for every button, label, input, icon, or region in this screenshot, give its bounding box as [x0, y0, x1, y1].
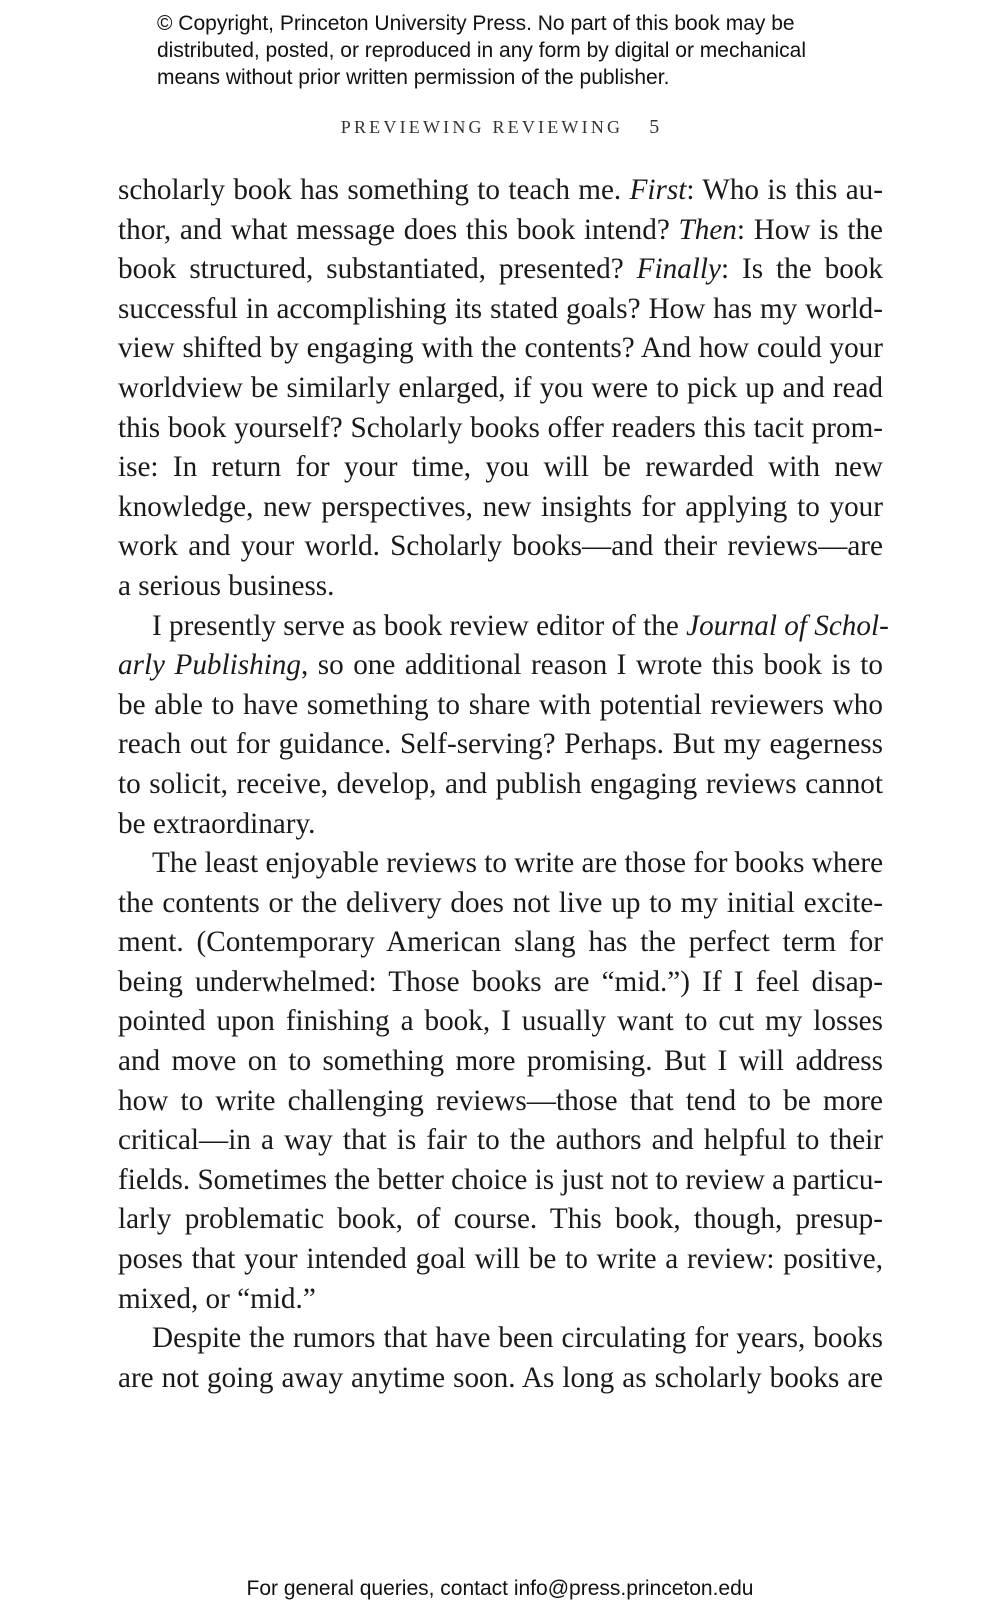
text-line: successful in accomplishing its stated goals? How has my world- — [118, 292, 883, 325]
text-line: and move on to something more promising. But I will address — [118, 1045, 883, 1078]
copyright-line: distributed, posted, or reproduced in any form by digital or mechanical — [157, 39, 807, 62]
text-line: mixed, or “mid.” — [118, 1282, 316, 1315]
text-line: thor, and what message does this book intend? Then: How is the — [118, 213, 883, 246]
italic-text: arly Publishing — [118, 649, 301, 682]
text-line: the contents or the delivery does not live up to my initial excite- — [118, 886, 883, 919]
italic-text: First — [629, 174, 687, 206]
text-line: fields. Sometimes the better choice is just not to review a particu- — [118, 1163, 884, 1196]
text-line: poses that your intended goal will be to write a review: positive, — [118, 1243, 883, 1276]
italic-text: Then — [678, 213, 737, 246]
text-line: view shifted by engaging with the contents? And how could your — [118, 332, 883, 365]
text-line: ise: In return for your time, you will be rewarded with new — [118, 451, 883, 484]
text-line: The least enjoyable reviews to write are those for books where — [152, 847, 884, 880]
text-line: knowledge, new perspectives, new insights for applying to your — [118, 490, 883, 523]
text-line: ment. (Contemporary American slang has the perfect term for — [118, 926, 883, 959]
text-line: arly Publishing, so one additional reason I wrote this book is to — [118, 649, 883, 682]
text-line: work and your world. Scholarly books—and their reviews—are — [118, 530, 883, 563]
text-line: I presently serve as book review editor of the Journal of Schol- — [152, 609, 889, 642]
text-line: Despite the rumors that have been circulating for years, books — [152, 1322, 883, 1355]
text-line: book structured, substantiated, presented? Finally: Is the book — [118, 253, 883, 286]
italic-text: Finally — [636, 253, 721, 286]
text-line: this book yourself? Scholarly books offer readers this tacit prom- — [118, 411, 883, 444]
text-line: be extraordinary. — [118, 807, 316, 840]
text-line: being underwhelmed: Those books are “mid.”) If I feel disap- — [118, 965, 883, 998]
text-line: how to write challenging reviews—those that tend to be more — [118, 1084, 883, 1117]
copyright-notice — [157, 10, 917, 91]
text-line: larly problematic book, of course. This book, though, presup- — [118, 1203, 883, 1236]
page-number: 5 — [649, 116, 660, 138]
text-line: scholarly book has something to teach me. First: Who is this au- — [118, 174, 883, 206]
running-head-title: PREVIEWING REVIEWING — [340, 117, 624, 137]
text-line: are not going away anytime soon. As long as scholarly books are — [118, 1361, 883, 1394]
italic-text: Journal of Schol- — [686, 609, 889, 642]
text-line: be able to have something to share with potential reviewers who — [118, 688, 883, 721]
copyright-line: means without prior written permission of the publisher. — [157, 66, 670, 89]
copyright-line: © Copyright, Princeton University Press. No part of this book may be — [157, 12, 795, 35]
text-line: pointed upon finishing a book, I usually want to cut my losses — [118, 1005, 883, 1038]
running-head — [0, 116, 1000, 139]
footer-contact: For general queries, contact info@press.princeton.edu — [246, 1577, 754, 1600]
text-line: worldview be similarly enlarged, if you were to pick up and read — [118, 371, 883, 404]
text-line: to solicit, receive, develop, and publish engaging reviews cannot — [118, 767, 883, 800]
text-line: reach out for guidance. Self-serving? Perhaps. But my eagerness — [118, 728, 883, 761]
text-line: a serious business. — [118, 569, 335, 602]
text-line: critical—in a way that is fair to the authors and helpful to their — [118, 1124, 883, 1157]
body-text — [118, 171, 889, 1398]
